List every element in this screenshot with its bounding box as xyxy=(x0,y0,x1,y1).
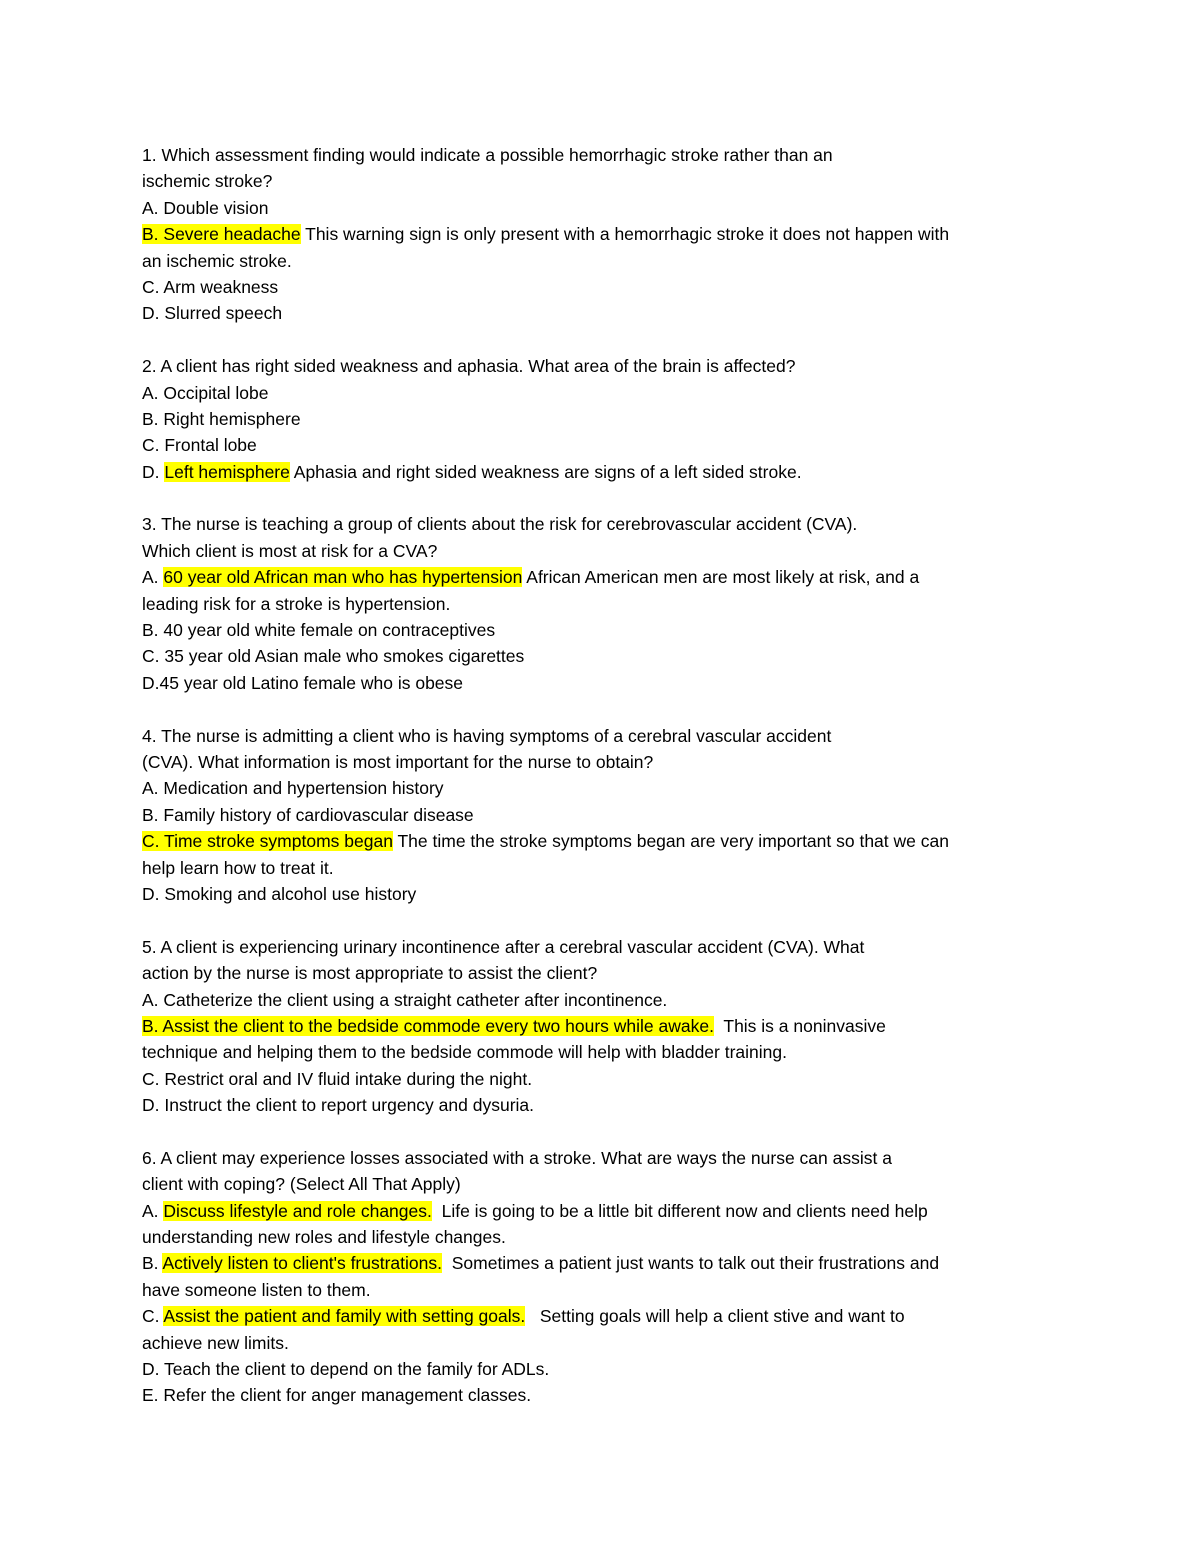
question-5-option-d: D. Instruct the client to report urgency and dysuria. xyxy=(142,1095,534,1116)
spacer xyxy=(142,1118,1072,1144)
question-1-option-b xyxy=(142,221,1072,247)
answer-rationale: Aphasia and right sided weakness are signs of a left sided stroke. xyxy=(289,461,802,482)
question-6-stem-line-2: client with coping? (Select All That Apply) xyxy=(142,1174,461,1195)
highlighted-answer: Left hemisphere xyxy=(164,461,290,482)
question-1-option-c: C. Arm weakness xyxy=(142,276,279,297)
question-1-option-d: D. Slurred speech xyxy=(142,303,283,324)
question-5-option-a: A. Catheterize the client using a straight catheter after incontinence. xyxy=(142,989,668,1010)
question-6 xyxy=(142,1145,1072,1409)
question-6-option-a: A. Discuss lifestyle and role changes. Life is going to be a little bit different now and clients need help xyxy=(142,1200,928,1221)
question-3-option-c: C. 35 year old Asian male who smokes cigarettes xyxy=(142,646,525,667)
spacer xyxy=(142,907,1072,933)
question-3-stem-line-1: 3. The nurse is teaching a group of clients about the risk for cerebrovascular accident (CVA). xyxy=(142,514,858,535)
question-2-stem-line-1: 2. A client has right sided weakness and aphasia. What area of the brain is affected? xyxy=(142,356,796,377)
question-6-option-e: E. Refer the client for anger management classes. xyxy=(142,1385,532,1406)
answer-rationale: Setting goals will help a client stive and want to xyxy=(525,1306,905,1327)
question-2-option-d: D. Left hemisphere Aphasia and right sided weakness are signs of a left sided stroke. xyxy=(142,461,802,482)
question-1-stem-line-1: 1. Which assessment finding would indicate a possible hemorrhagic stroke rather than an xyxy=(142,145,833,165)
question-3-stem-line-2: Which client is most at risk for a CVA? xyxy=(142,540,438,561)
highlighted-answer: B. Severe headache xyxy=(142,224,301,245)
question-5-option-c: C. Restrict oral and IV fluid intake during the night. xyxy=(142,1068,533,1089)
highlighted-answer: Actively listen to client's frustrations. xyxy=(162,1253,442,1274)
question-2-option-b: B. Right hemisphere xyxy=(142,408,301,429)
question-6-rationale-a-cont: understanding new roles and lifestyle changes. xyxy=(142,1227,506,1248)
question-2-option-a: A. Occipital lobe xyxy=(142,382,269,403)
question-4-stem-line-2: (CVA). What information is most important for the nurse to obtain? xyxy=(142,751,654,772)
highlighted-answer: C. Time stroke symptoms began xyxy=(142,831,393,852)
question-1-stem-line-2: ischemic stroke? xyxy=(142,171,273,192)
answer-rationale: Life is going to be a little bit different now and clients need help xyxy=(431,1200,928,1221)
question-2-option-c: C. Frontal lobe xyxy=(142,435,257,456)
question-6-stem-line-1: 6. A client may experience losses associated with a stroke. What are ways the nurse can assist a xyxy=(142,1147,892,1168)
question-6-option-c: C. Assist the patient and family with setting goals. Setting goals will help a client stive and want to xyxy=(142,1306,905,1327)
question-3-rationale-cont: leading risk for a stroke is hypertension. xyxy=(142,593,451,614)
question-6-rationale-c-cont: achieve new limits. xyxy=(142,1332,289,1353)
question-5-stem-line-1: 5. A client is experiencing urinary incontinence after a cerebral vascular accident (CVA). What xyxy=(142,936,865,957)
question-1-option-a: A. Double vision xyxy=(142,197,269,218)
question-4 xyxy=(142,723,1072,908)
question-3-option-d: D.45 year old Latino female who is obese xyxy=(142,672,464,693)
highlighted-answer: Assist the patient and family with setting goals. xyxy=(163,1306,526,1327)
answer-rationale: Sometimes a patient just wants to talk out their frustrations and xyxy=(442,1253,940,1274)
highlighted-answer: 60 year old African man who has hypertension xyxy=(163,567,523,588)
question-4-rationale-cont: help learn how to treat it. xyxy=(142,857,334,878)
document-page xyxy=(142,142,1072,1409)
answer-rationale: African American men are most likely at risk, and a xyxy=(522,567,920,588)
question-5-stem-line-2: action by the nurse is most appropriate to assist the client? xyxy=(142,963,598,984)
answer-rationale: This is a noninvasive xyxy=(713,1015,886,1036)
question-1 xyxy=(142,142,1072,327)
question-4-option-b: B. Family history of cardiovascular disease xyxy=(142,804,474,825)
question-6-rationale-b-cont: have someone listen to them. xyxy=(142,1279,371,1300)
question-2 xyxy=(142,353,1072,485)
highlighted-answer: Discuss lifestyle and role changes. xyxy=(163,1200,432,1221)
question-4-stem-line-1: 4. The nurse is admitting a client who is having symptoms of a cerebral vascular accident xyxy=(142,725,832,746)
question-6-option-d: D. Teach the client to depend on the family for ADLs. xyxy=(142,1358,550,1379)
spacer xyxy=(142,485,1072,511)
answer-rationale: The time the stroke symptoms began are very important so that we can xyxy=(392,831,949,852)
question-5-rationale-cont: technique and helping them to the bedside commode will help with bladder training. xyxy=(142,1042,787,1063)
highlighted-answer: B. Assist the client to the bedside commode every two hours while awake. xyxy=(142,1015,714,1036)
question-4-option-a: A. Medication and hypertension history xyxy=(142,778,444,799)
answer-rationale: This warning sign is only present with a hemorrhagic stroke it does not happen with xyxy=(300,224,950,245)
question-1-rationale-cont: an ischemic stroke. xyxy=(142,250,292,271)
question-5-option-b xyxy=(142,1013,1072,1039)
question-6-option-b: B. Actively listen to client's frustrations. Sometimes a patient just wants to talk out their frustrations and xyxy=(142,1253,940,1274)
question-4-option-d: D. Smoking and alcohol use history xyxy=(142,883,417,904)
question-3 xyxy=(142,511,1072,696)
question-4-option-c xyxy=(142,828,1072,854)
spacer xyxy=(142,327,1072,353)
question-3-option-a: A. 60 year old African man who has hypertension African American men are most likely at risk, and a xyxy=(142,567,920,588)
question-3-option-b: B. 40 year old white female on contraceptives xyxy=(142,620,496,641)
spacer xyxy=(142,696,1072,722)
question-5 xyxy=(142,934,1072,1119)
